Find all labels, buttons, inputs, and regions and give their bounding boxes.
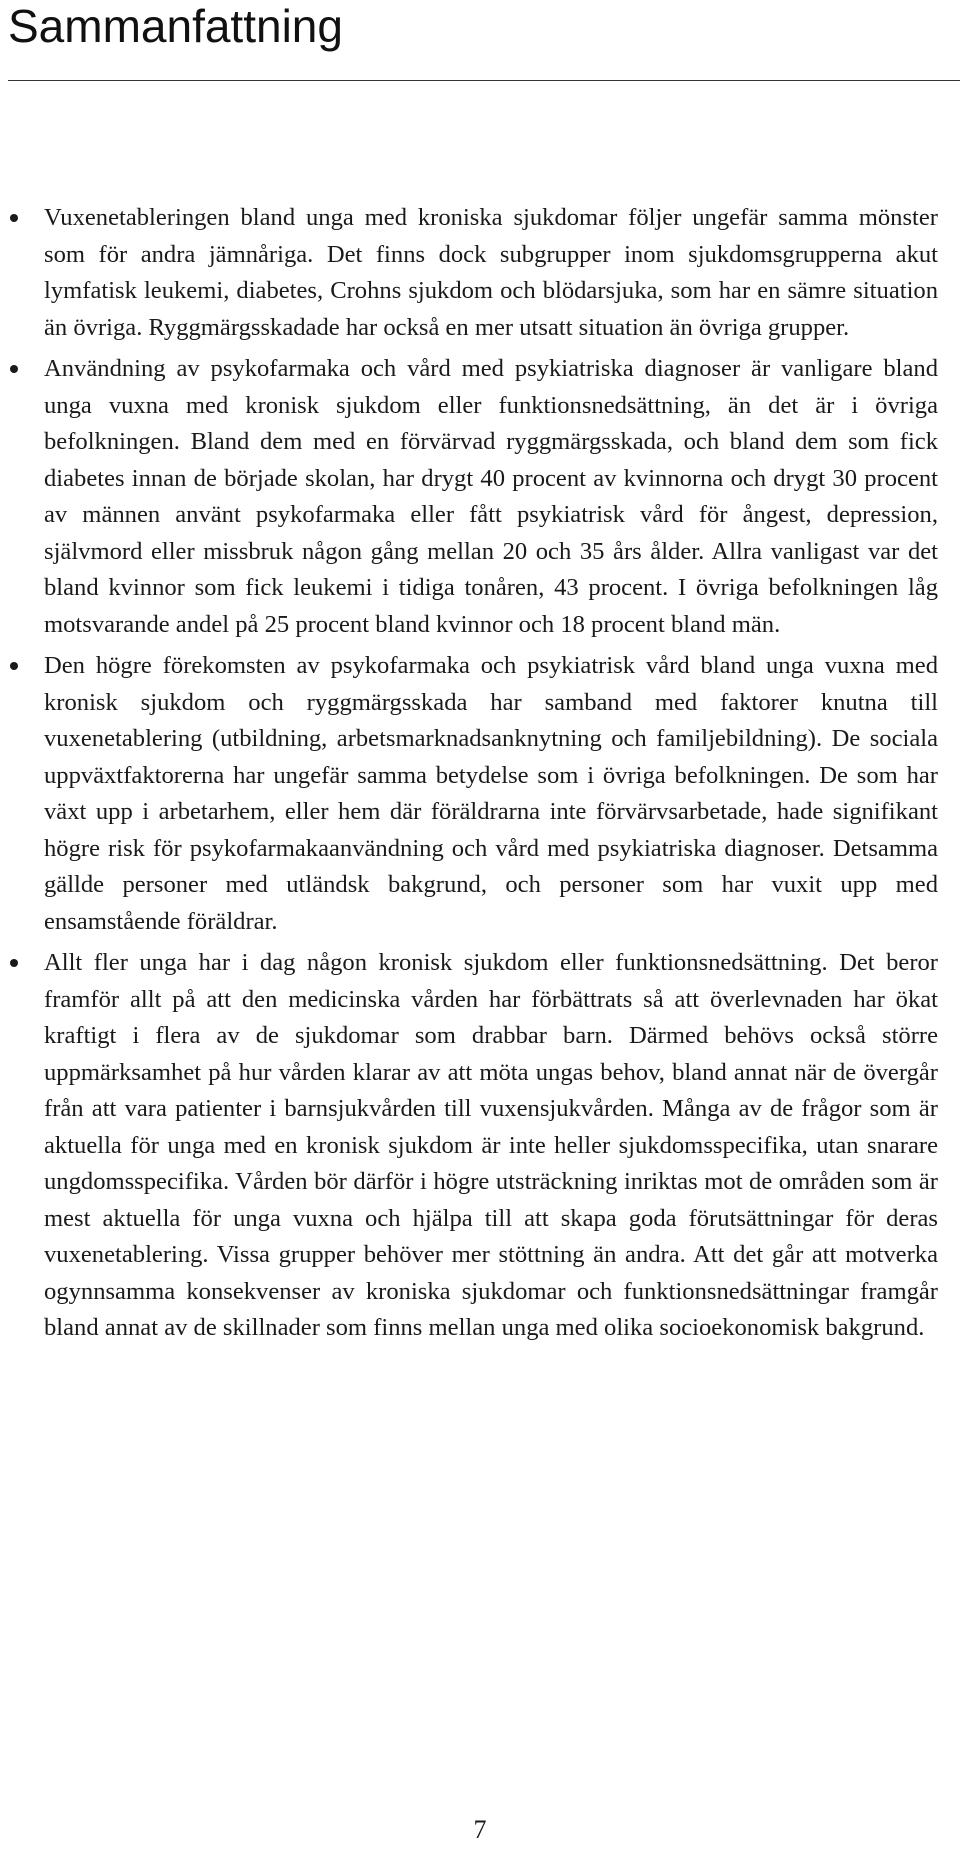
bullet-item-4 [0, 945, 960, 1347]
bullet-icon [10, 959, 18, 967]
summary-bullet-list [0, 200, 960, 1352]
bullet-icon [10, 365, 18, 373]
page-number: 7 [473, 1815, 487, 1844]
bullet-icon [10, 214, 18, 222]
bullet-item-2 [0, 351, 960, 643]
page-title: Sammanfattning [8, 0, 343, 52]
bullet-item-3 [0, 648, 960, 940]
bullet-text: Användning av psykofarmaka och vård med psykiatriska diagnoser är vanligare bland unga vuxna med kronisk sjukdom eller funktionsnedsättning, än det är i övriga befolkningen. Bland dem med en förvärvad ryggmärgsskada, och bland dem som fick diabetes innan de började skolan, har drygt 40 procent av kvinnorna och drygt 30 procent av männen använt psykofarmaka eller fått psykiatrisk vård för ångest, depression, självmord eller missbruk någon gång mellan 20 och 35 års ålder. Allra vanligast var det bland kvinnor som fick leukemi i tidiga tonåren, 43 procent. I övriga befolkningen låg motsvarande andel på 25 procent bland kvinnor och 18 procent bland män. [44, 355, 938, 638]
bullet-item-1 [0, 200, 960, 346]
bullet-text: Vuxenetableringen bland unga med kroniska sjukdomar följer ungefär samma mönster som för andra jämnåriga. Det finns dock subgrupper inom sjukdomsgrupperna akut lymfatisk leukemi, diabetes, Crohns sjukdom och blödarsjuka, som har en sämre situation än övriga. Ryggmärgsskadade har också en mer utsatt situation än övriga grupper. [44, 204, 938, 341]
bullet-text: Allt fler unga har i dag någon kronisk sjukdom eller funktionsnedsättning. Det beror framför allt på att den medicinska vården har förbättrats så att överlevnaden har ökat kraftigt i flera av de sjukdomar som drabbar barn. Därmed behövs också större uppmärksamhet på hur vården klarar av att möta ungas behov, bland annat när de övergår från att vara patienter i barnsjukvården till vuxensjukvården. Många av de frågor som är aktuella för unga med en kronisk sjukdom är inte heller sjukdomsspecifika, utan snarare ungdomsspecifika. Vården bör därför i högre utsträckning inriktas mot de områden som är mest aktuella för unga vuxna och hjälpa till att skapa goda förutsättningar för deras vuxenetablering. Vissa grupper behöver mer stöttning än andra. Att det går att motverka ogynnsamma konsekvenser av kroniska sjukdomar och funktionsnedsättningar framgår bland annat av de skillnader som finns mellan unga med olika socioekonomisk bakgrund. [44, 949, 938, 1341]
title-divider [8, 80, 960, 81]
bullet-icon [10, 662, 18, 670]
bullet-text: Den högre förekomsten av psykofarmaka och psykiatrisk vård bland unga vuxna med kronisk sjukdom och ryggmärgsskada har samband med faktorer knutna till vuxenetablering (utbildning, arbetsmarknadsanknytning och familjebildning). De sociala uppväxtfaktorerna har ungefär samma betydelse som i övriga befolkningen. De som har växt upp i arbetarhem, eller hem där föräldrarna inte förvärvsarbetade, hade signifikant högre risk för psykofarmakaanvändning och vård med psykiatriska diagnoser. Detsamma gällde personer med utländsk bakgrund, och personer som har vuxit upp med ensamstående föräldrar. [44, 652, 938, 935]
